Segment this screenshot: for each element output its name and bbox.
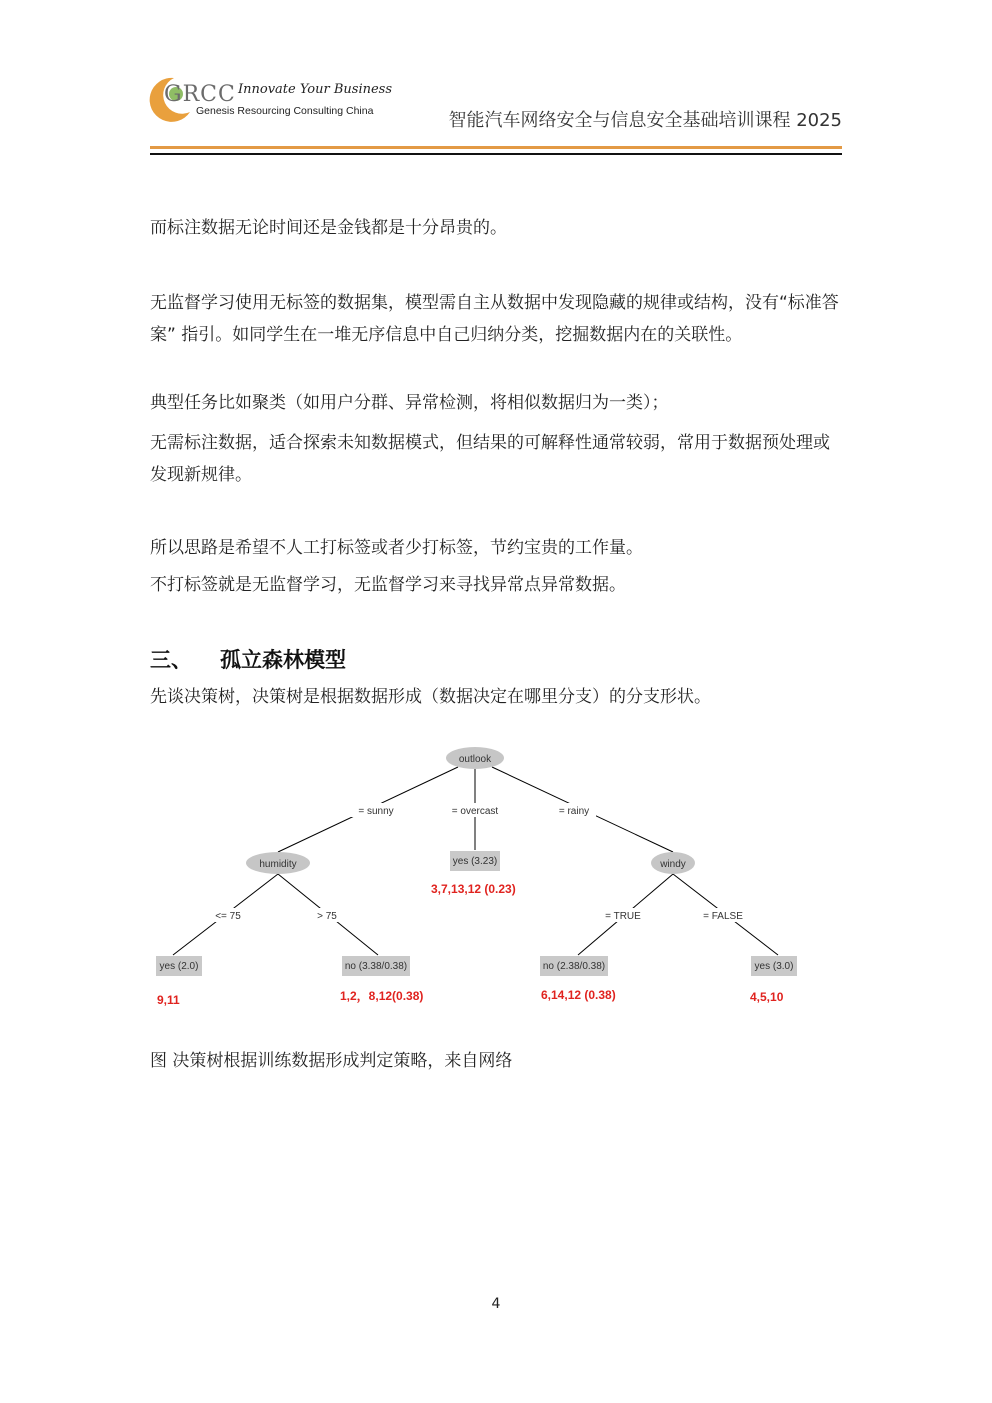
paragraph-6: 不打标签就是无监督学习，无监督学习来寻找异常点异常数据。 <box>150 575 626 595</box>
grcc-logo <box>150 70 393 125</box>
node-outlook-label: outlook <box>458 754 492 765</box>
figure-caption: 图 决策树根据训练数据形成判定策略，来自网络 <box>150 1051 513 1071</box>
edge-label-sunny: = sunny <box>358 806 394 817</box>
section-number: 三、 <box>150 648 192 672</box>
edge-label-gt75: > 75 <box>317 911 337 922</box>
edge-label-true: = TRUE <box>605 911 641 922</box>
edge-label-overcast: = overcast <box>451 806 499 817</box>
header-title: 智能汽车网络安全与信息安全基础培训课程 2025 <box>448 110 842 131</box>
edge-label-le75: <= 75 <box>215 911 241 922</box>
node-humidity-label: humidity <box>259 859 297 870</box>
page-number: 4 <box>491 1296 501 1312</box>
decision-tree-diagram <box>148 740 848 1020</box>
header-rule-orange <box>150 146 842 149</box>
page-header <box>150 70 842 160</box>
paragraph-1: 而标注数据无论时间还是金钱都是十分昂贵的。 <box>150 218 507 238</box>
leaf-windy-false-label: yes (3.0) <box>754 961 794 972</box>
leaf-overcast-label: yes (3.23) <box>452 856 498 867</box>
section-title: 孤立森林模型 <box>220 648 346 672</box>
leaf-windy-true-label: no (2.38/0.38) <box>542 961 606 972</box>
edge-label-rainy: = rainy <box>558 806 590 817</box>
paragraph-4: 无需标注数据，适合探索未知数据模式，但结果的可解释性通常较弱，常用于数据预处理或发现新规律。 <box>150 433 830 485</box>
paragraph-5: 所以思路是希望不人工打标签或者少打标签，节约宝贵的工作量。 <box>150 538 643 558</box>
section-heading <box>150 644 346 674</box>
leaf-humidity-le-label: yes (2.0) <box>159 961 199 972</box>
note-humidity-gt: 1,2，8,12(0.38) <box>340 989 424 1003</box>
header-rule-black <box>150 153 842 155</box>
logo-letters: GRCC <box>164 82 236 107</box>
logo-tagline: Innovate Your Business <box>238 82 393 97</box>
note-overcast: 3,7,13,12 (0.23) <box>431 882 516 896</box>
paragraph-2: 无监督学习使用无标签的数据集，模型需自主从数据中发现隐藏的规律或结构，没有“标准答案” 指引。如同学生在一堆无序信息中自己归纳分类，挖掘数据内在的关联性。 <box>150 293 839 345</box>
note-humidity-le: 9,11 <box>157 993 180 1007</box>
note-windy-false: 4,5,10 <box>750 990 784 1004</box>
logo-subtitle: Genesis Resourcing Consulting China <box>196 105 374 117</box>
paragraph-3: 典型任务比如聚类（如用户分群、异常检测，将相似数据归为一类）； <box>150 393 669 413</box>
edge-label-false: = FALSE <box>703 911 743 922</box>
section-intro: 先谈决策树，决策树是根据数据形成（数据决定在哪里分支）的分支形状。 <box>150 687 711 707</box>
node-windy-label: windy <box>660 859 686 870</box>
leaf-humidity-gt-label: no (3.38/0.38) <box>344 961 408 972</box>
note-windy-true: 6,14,12 (0.38) <box>541 988 616 1002</box>
